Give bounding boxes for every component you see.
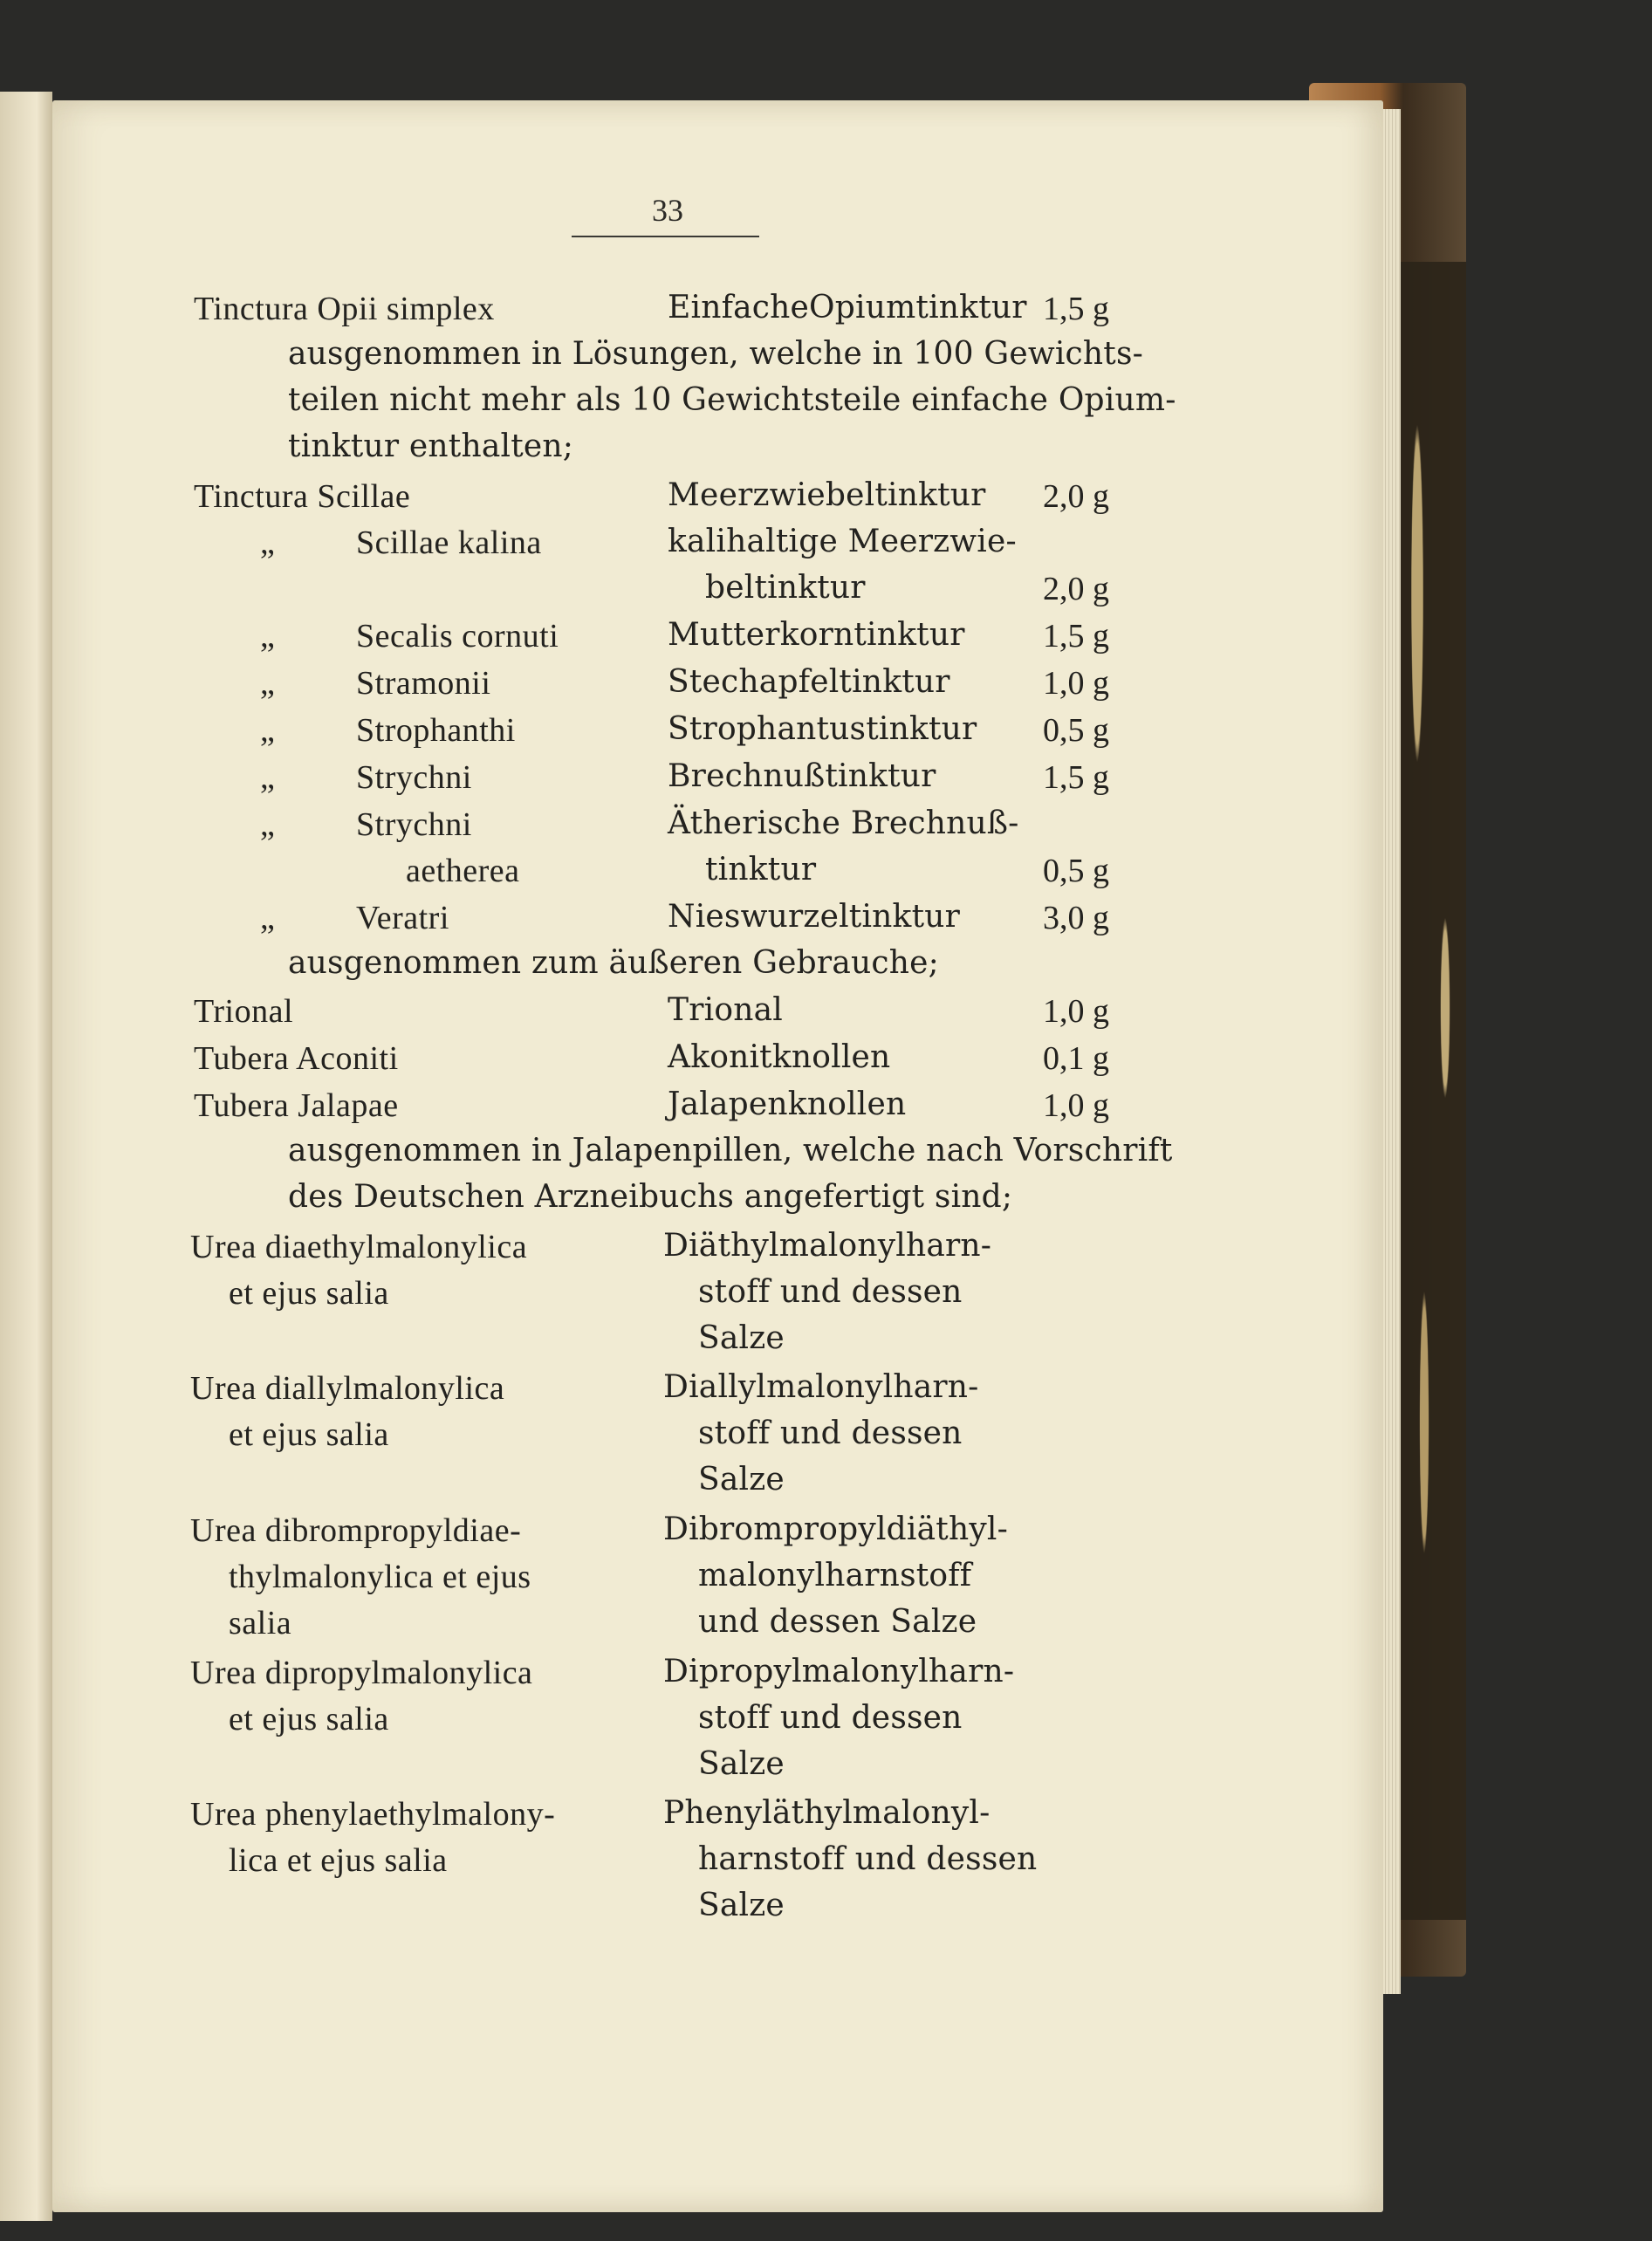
german-name: Salze xyxy=(698,1888,785,1923)
german-name: stoff und dessen xyxy=(698,1274,963,1310)
german-name: Mutterkorntinktur xyxy=(668,617,965,653)
max-dose: 3,0 g xyxy=(1043,900,1109,936)
ditto-mark: „ xyxy=(260,618,276,654)
max-dose: 0,1 g xyxy=(1043,1040,1109,1077)
german-name: Brechnußtinktur xyxy=(668,758,936,794)
latin-name: Strychni xyxy=(356,759,472,796)
note-line: ausgenommen zum äußeren Gebrauche; xyxy=(288,945,939,981)
page-number: 33 xyxy=(652,193,683,228)
german-name: Salze xyxy=(698,1320,785,1356)
max-dose: 1,0 g xyxy=(1043,665,1109,702)
facing-page-edge xyxy=(0,92,52,2221)
latin-name: et ejus salia xyxy=(229,1275,389,1312)
max-dose: 1,5 g xyxy=(1043,759,1109,796)
german-name: Nieswurzeltinktur xyxy=(668,899,961,935)
ditto-mark: „ xyxy=(260,665,276,702)
latin-name: Tubera Aconiti xyxy=(194,1040,399,1077)
latin-name: Strychni xyxy=(356,806,472,843)
latin-name: Strophanthi xyxy=(356,712,516,749)
note-line: des Deutschen Arzneibuchs angefertigt sind; xyxy=(288,1179,1013,1215)
latin-name: Trional xyxy=(194,993,294,1030)
german-name: Salze xyxy=(698,1746,785,1782)
german-name: malonylharnstoff xyxy=(698,1558,972,1593)
german-name: Stechapfeltinktur xyxy=(668,664,950,700)
german-name: Dibrompropyldiäthyl- xyxy=(663,1511,1008,1547)
ditto-mark: „ xyxy=(260,900,276,936)
latin-name: Stramonii xyxy=(356,665,491,702)
german-name: harnstoff und dessen xyxy=(698,1841,1038,1877)
max-dose: 1,5 g xyxy=(1043,618,1109,654)
latin-name: Urea phenylaethylmalony- xyxy=(190,1796,556,1833)
max-dose: 2,0 g xyxy=(1043,478,1109,515)
german-name: Jalapenknollen xyxy=(668,1086,907,1122)
ditto-mark: „ xyxy=(260,806,276,843)
latin-name: aetherea xyxy=(406,853,520,889)
marbled-endpaper xyxy=(1396,262,1466,1920)
latin-name: salia xyxy=(229,1605,292,1641)
german-name: Trional xyxy=(668,992,783,1028)
latin-name: Secalis cornuti xyxy=(356,618,559,654)
ditto-mark: „ xyxy=(260,712,276,749)
german-name: stoff und dessen xyxy=(698,1415,963,1451)
note-line: tinktur enthalten; xyxy=(288,428,574,464)
max-dose: 0,5 g xyxy=(1043,853,1109,889)
german-name: tinktur xyxy=(705,852,817,887)
note-line: teilen nicht mehr als 10 Gewichtsteile einfache Opium- xyxy=(288,382,1176,418)
latin-name: et ejus salia xyxy=(229,1416,389,1453)
max-dose: 1,0 g xyxy=(1043,993,1109,1030)
latin-name: Urea diallylmalonylica xyxy=(190,1370,505,1407)
latin-name: et ejus salia xyxy=(229,1701,389,1737)
latin-name: Tinctura Scillae xyxy=(194,478,411,515)
note-line: ausgenommen in Lösungen, welche in 100 Gewichts- xyxy=(288,336,1144,372)
german-name: Strophantustinktur xyxy=(668,711,977,747)
note-line: ausgenommen in Jalapenpillen, welche nach Vorschrift xyxy=(288,1133,1173,1168)
german-name: Salze xyxy=(698,1462,785,1497)
latin-name: Veratri xyxy=(356,900,449,936)
german-name: und dessen Salze xyxy=(698,1604,977,1640)
german-name: Diäthylmalonylharn- xyxy=(663,1228,992,1264)
ditto-mark: „ xyxy=(260,759,276,796)
latin-name: Tinctura Opii simplex xyxy=(194,291,495,327)
german-name: beltinktur xyxy=(705,570,866,606)
ditto-mark: „ xyxy=(260,524,276,561)
latin-name: Urea dipropylmalonylica xyxy=(190,1655,533,1691)
german-name: Dipropylmalonylharn- xyxy=(663,1654,1015,1689)
header-rule xyxy=(572,236,759,237)
german-name: Meerzwiebeltinktur xyxy=(668,477,986,513)
german-name: Ätherische Brechnuß- xyxy=(668,805,1019,841)
latin-name: Urea diaethylmalonylica xyxy=(190,1229,528,1265)
german-name: Phenyläthylmalonyl- xyxy=(663,1795,991,1831)
german-name: kalihaltige Meerzwie- xyxy=(668,524,1017,559)
latin-name: Urea dibrompropyldiae- xyxy=(190,1512,522,1549)
max-dose: 2,0 g xyxy=(1043,571,1109,607)
max-dose: 0,5 g xyxy=(1043,712,1109,749)
latin-name: thylmalonylica et ejus xyxy=(229,1559,531,1595)
german-name: Diallylmalonylharn- xyxy=(663,1369,979,1405)
latin-name: Scillae kalina xyxy=(356,524,542,561)
latin-name: lica et ejus salia xyxy=(229,1842,448,1879)
german-name: EinfacheOpiumtinktur xyxy=(668,290,1027,326)
german-name: Akonitknollen xyxy=(668,1039,891,1075)
german-name: stoff und dessen xyxy=(698,1700,963,1736)
latin-name: Tubera Jalapae xyxy=(194,1087,399,1124)
max-dose: 1,0 g xyxy=(1043,1087,1109,1124)
max-dose: 1,5 g xyxy=(1043,291,1109,327)
